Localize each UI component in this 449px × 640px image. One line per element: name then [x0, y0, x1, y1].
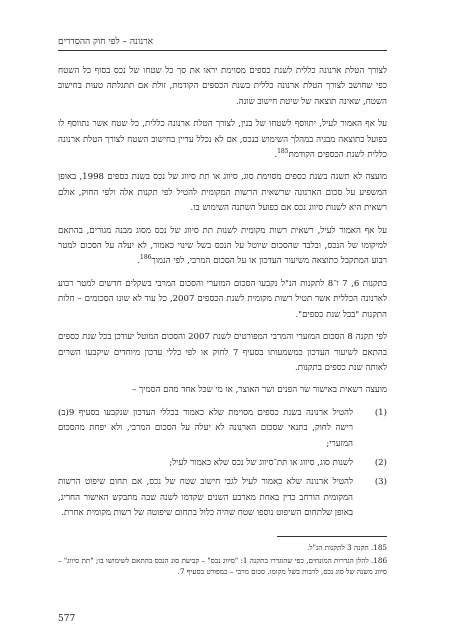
list-item — [58, 406, 387, 452]
paragraph: על אף האמור לעיל, יתווסף לשטחו של בנין, לצורך הטלת ארנונה כללית, כל שטח אשר נתווסף לו בפועל כתוצאה מבניה במהלך השימוש בנכס, אם לא נכלל עדיין בחישוב השטח לצורך הטלת ארנונה כללית לשנת הכספים הקודמת$^{185}$. — [58, 119, 387, 161]
list-item — [58, 456, 387, 471]
paragraph: בתקנות 6, 7 ו־8 לתקנות הנ"ל נקבעו הסכום המזערי והסכום המרבי בשקלים חדשים למטר רבוע לארנונה הכללית אשר תטיל רשות מקומית לשנת הכספים 2007, כל עוד לא שונו הסכומים – חלות התקנות "בכל שנת כספים". — [58, 278, 387, 320]
list-item-text: לשנות סוג, סיווג או תת־סיווג של נכס שלא כאמור לעיל; — [169, 457, 353, 468]
body-text — [58, 64, 387, 529]
footnote-ref[interactable]: 186 — [140, 254, 152, 262]
paragraph: מועצה לא תשנה בשנת כספים מסוימת סוג, סיווג או תת סיווג של נכס בשנת כספים 1998, באופן המשפיע על סכום הארנונה שרשאית הרשות המקומית להטיל לפי תקנות אלה ולפי החוק, אולם רשאית היא לשנות סיווג נכס אם בפועל השתנה השימוש בו. — [58, 172, 387, 214]
list-item-number: (3) — [374, 477, 387, 488]
paragraph-text: על אף האמור לעיל, רשאית רשות מקומית לשנות תת סיווג של נכס מסוג מבנה מגורים, בהתאם למיקומו של הנכס, ובלבד שהסכום שיוטל על הנכס בשל שינוי כאמור, לא יעלה על הסכום למטר רבוע המתקבל כתוצאה משיעור העדכון או על הסכום המרבי, לפי הנמוך — [58, 225, 387, 267]
header-divider — [58, 50, 387, 51]
running-header: ארנונה – לפי חוק ההסדרים — [58, 37, 154, 47]
paragraph: לצורך הטלת ארנונה כללית לשנת כספים מסוימת יראו את סך כל שטחו של נכס בסוף כל השטח כפי שחושב לצורך הטלת ארנונה כללית בשנת הכספים הקודמת, זולת אם תתגלתה טעות בחישוב השטח, שאינה תוצאה של שיטת חישוב שונה. — [58, 66, 387, 107]
page-number: 577 — [58, 614, 76, 624]
footnote — [58, 542, 387, 553]
footnote-text: תקנה 3 לתקנות הנ"ל. — [306, 543, 369, 552]
list-item-text: להטיל ארנונה בשנת כספים מסוימת שלא כאמור בכללי העדכון שנקבעו בסעיף 9(ב) רישה לחוק, בתנאי שסכום הארנונה לא יעלה על הסכום המרבי, ולא יפחת מהסכום המזערי; — [58, 407, 353, 449]
paragraph: מועצה רשאית באישור שר הפנים ושר האוצר, או מי שכל אחד מהם הסמיך – — [131, 385, 387, 396]
paragraph-text: על אף האמור לעיל, יתווסף לשטחו של בנין, לצורך הטלת ארנונה כללית, כל שטח אשר נתווסף לו בפועל כתוצאה מבניה במהלך השימוש בנכס, אם לא נכלל עדיין בחישוב השטח לצורך הטלת ארנונה כללית לשנת הכספים הקודמת — [58, 119, 387, 161]
paragraph: לפי תקנה 8 הסכום המזערי והמרבי המפורטים לשנת 2007 והסכום המוטל יעודכן בכל שנת כספים בהתאם לשיעור העדכון כמשמעותו בסעיף 7 לחוק או לפי כללי עדכון מיוחדים שיקבעו השרים לאותה שנת כספים בתקנות. — [58, 332, 388, 373]
footnote-number: 186. — [371, 556, 388, 566]
footnotes — [58, 542, 387, 580]
footnote — [58, 555, 387, 577]
list-item — [58, 475, 387, 521]
footnote-number: 185. — [370, 543, 387, 552]
footnote-ref[interactable]: 185 — [277, 148, 289, 156]
paragraph: על אף האמור לעיל, רשאית רשות מקומית לשנות תת סיווג של נכס מסוג מבנה מגורים, בהתאם למיקומו של הנכס, ובלבד שהסכום שיוטל על הנכס בשל שינוי כאמור, לא יעלה על הסכום למטר רבוע המתקבל כתוצאה משיעור העדכון או על הסכום המרבי, לפי הנמוך$^{186}$. — [58, 225, 387, 267]
footnote-divider — [277, 536, 387, 537]
list-item-number: (1) — [374, 407, 387, 418]
footnote-text: להלן הגדרות המונחים, כפי שהוגדרו בתקנה 1: "סיווג נכס" – קביעת סוג הנכס בהתאם לשימושו בו; "תת סיווג" – סיווג משנה של סוג נכס, לרבות בשל מקומו. סכום מרבי – כמפורט בסעיף 7. — [58, 556, 387, 577]
list-item-text: להטיל ארנונה שלא כאמור לעיל לגבי חישוב שטח של נכס, אם תחום שיפוט הרשות המקומית הורחב כדין באחת מארבע השנים שקדמו לשנה שבה מתבקש האישור החריג, באופן שלתחום השיפוט נוספו שטח שהיה כלול בתחום שיפוטה של רשות מקומית אחרת. — [58, 477, 353, 519]
list-item-number: (2) — [374, 457, 387, 468]
numbered-list — [58, 406, 387, 522]
